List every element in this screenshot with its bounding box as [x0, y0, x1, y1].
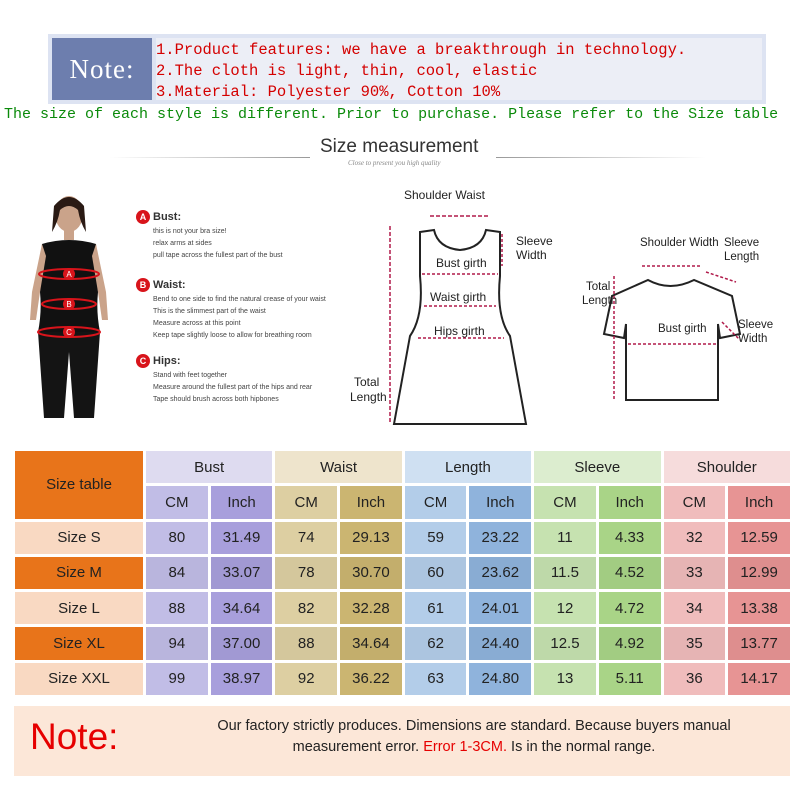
table-cell: 12.5	[534, 627, 596, 659]
tshirt-total-length-label-2: Length	[582, 295, 618, 307]
table-cell: 32	[664, 522, 726, 554]
table-cell: 4.72	[599, 592, 661, 624]
table-cell: 29.13	[340, 522, 402, 554]
tshirt-sleeve-length-label-1: Sleeve	[724, 237, 760, 249]
table-cell: 24.80	[469, 663, 531, 695]
bottom-note-error-range: Error 1-3CM.	[423, 739, 508, 755]
table-cell: 30.70	[340, 557, 402, 589]
table-cell: 12.59	[728, 522, 790, 554]
bottom-note-line-2-post: Is in the normal range.	[511, 739, 656, 755]
size-label-m: Size M	[15, 557, 143, 589]
tshirt-sleeve-width-label-2: Width	[738, 333, 768, 345]
bust-line-1: this is not your bra size!	[153, 228, 227, 235]
bottom-note-line-2-pre: measurement error.	[292, 739, 420, 755]
column-group-waist: Waist	[275, 451, 401, 483]
table-cell: 61	[405, 592, 467, 624]
dress-sleeve-width-label-2: Width	[516, 248, 547, 262]
table-cell: 34.64	[211, 592, 273, 624]
waist-line-1: Bend to one side to find the natural crease of your waist	[153, 296, 326, 303]
bottom-note-label: Note:	[30, 716, 119, 757]
hips-line-2: Measure around the fullest part of the hips and rear	[153, 384, 313, 391]
bottom-note-line-1: Our factory strictly produces. Dimensions are standard. Because buyers manual	[217, 718, 731, 734]
bottom-note-line-2	[174, 737, 774, 758]
table-cell: 78	[275, 557, 337, 589]
tshirt-diagram	[582, 230, 782, 410]
tshirt-sleeve-length-label-2: Length	[724, 251, 760, 263]
header-divider-right	[496, 157, 706, 158]
table-cell: 37.00	[211, 627, 273, 659]
table-row	[15, 592, 790, 624]
table-cell: 82	[275, 592, 337, 624]
top-note-panel	[48, 34, 766, 104]
table-cell: 35	[664, 627, 726, 659]
waist-line-2: This is the slimmest part of the waist	[153, 308, 266, 315]
hips-instructions	[136, 354, 312, 406]
shoulder-cm-header: CM	[664, 486, 726, 518]
size-label-l: Size L	[15, 592, 143, 624]
hips-line-3: Tape should brush across both hipbones	[153, 396, 279, 403]
table-cell: 13.77	[728, 627, 790, 659]
feature-line-1: 1.Product features: we have a breakthrough in technology.	[156, 41, 687, 59]
length-cm-header: CM	[405, 486, 467, 518]
header-divider-left	[110, 157, 310, 158]
hips-line-1: Stand with feet together	[153, 372, 227, 379]
dress-hips-girth-label: Hips girth	[434, 324, 485, 338]
table-cell: 34	[664, 592, 726, 624]
bust-line-2: relax arms at sides	[153, 240, 212, 247]
hips-heading: Hips:	[153, 355, 181, 367]
size-measurement-title: Size measurement	[320, 136, 479, 157]
waist-heading: Waist:	[153, 279, 186, 291]
dress-shoulder-waist-label: Shoulder Waist	[404, 188, 485, 202]
table-cell: 24.40	[469, 627, 531, 659]
svg-text:A: A	[66, 270, 72, 279]
table-row	[15, 557, 790, 589]
table-cell: 59	[405, 522, 467, 554]
tshirt-total-length-label-1: Total	[586, 281, 611, 293]
size-table-group-header-row	[15, 451, 790, 483]
dress-bust-girth-label: Bust girth	[436, 256, 487, 270]
table-cell: 63	[405, 663, 467, 695]
size-warning-text: The size of each style is different. Prior to purchase. Please refer to the Size table	[4, 106, 779, 123]
feature-line-3: 3.Material: Polyester 90%, Cotton 10%	[156, 83, 501, 101]
length-inch-header: Inch	[469, 486, 531, 518]
bust-heading: Bust:	[153, 211, 182, 223]
bust-instructions	[136, 210, 283, 262]
svg-text:C: C	[66, 328, 72, 337]
table-cell: 13	[534, 663, 596, 695]
column-group-length: Length	[405, 451, 531, 483]
column-group-bust: Bust	[146, 451, 272, 483]
bust-cm-header: CM	[146, 486, 208, 518]
model-figure-illustration	[14, 192, 124, 418]
table-cell: 4.52	[599, 557, 661, 589]
waist-cm-header: CM	[275, 486, 337, 518]
dress-sleeve-width-label-1: Sleeve	[516, 234, 553, 248]
sleeve-cm-header: CM	[534, 486, 596, 518]
size-label-s: Size S	[15, 522, 143, 554]
svg-text:B: B	[66, 300, 72, 309]
tshirt-shoulder-width-label: Shoulder Width	[640, 237, 719, 249]
size-measurement-subtitle: Close to present you high quality	[348, 159, 441, 167]
feature-line-2: 2.The cloth is light, thin, cool, elastic	[156, 62, 538, 80]
bust-line-3: pull tape across the fullest part of the bust	[153, 252, 283, 259]
table-cell: 11.5	[534, 557, 596, 589]
sleeve-inch-header: Inch	[599, 486, 661, 518]
bust-inch-header: Inch	[211, 486, 273, 518]
size-table-corner: Size table	[15, 451, 143, 519]
table-cell: 32.28	[340, 592, 402, 624]
table-cell: 36.22	[340, 663, 402, 695]
table-cell: 74	[275, 522, 337, 554]
bottom-note-panel	[14, 706, 790, 776]
table-cell: 4.33	[599, 522, 661, 554]
top-note-label: Note:	[52, 38, 152, 100]
waist-line-3: Measure across at this point	[153, 320, 241, 327]
dress-total-length-label-1: Total	[354, 375, 380, 389]
table-cell: 36	[664, 663, 726, 695]
table-cell: 4.92	[599, 627, 661, 659]
waist-instructions	[136, 278, 326, 342]
dress-diagram	[350, 186, 570, 426]
hips-badge-icon: C	[136, 354, 150, 368]
column-group-sleeve: Sleeve	[534, 451, 660, 483]
table-cell: 12.99	[728, 557, 790, 589]
table-cell: 23.22	[469, 522, 531, 554]
table-row	[15, 522, 790, 554]
table-cell: 88	[275, 627, 337, 659]
dress-total-length-label-2: Length	[350, 390, 387, 404]
top-note-lines	[156, 38, 762, 100]
table-cell: 88	[146, 592, 208, 624]
waist-inch-header: Inch	[340, 486, 402, 518]
table-cell: 94	[146, 627, 208, 659]
table-cell: 33	[664, 557, 726, 589]
table-cell: 11	[534, 522, 596, 554]
table-cell: 14.17	[728, 663, 790, 695]
table-cell: 23.62	[469, 557, 531, 589]
bust-badge-icon: A	[136, 210, 150, 224]
column-group-shoulder: Shoulder	[664, 451, 791, 483]
table-cell: 80	[146, 522, 208, 554]
table-cell: 33.07	[211, 557, 273, 589]
table-cell: 31.49	[211, 522, 273, 554]
table-cell: 60	[405, 557, 467, 589]
waist-line-4: Keep tape slightly loose to allow for breathing room	[153, 332, 312, 339]
size-table	[12, 448, 793, 698]
table-cell: 92	[275, 663, 337, 695]
table-cell: 38.97	[211, 663, 273, 695]
table-cell: 62	[405, 627, 467, 659]
bottom-note-text	[174, 716, 774, 758]
table-cell: 12	[534, 592, 596, 624]
tshirt-sleeve-width-label-1: Sleeve	[738, 319, 774, 331]
table-cell: 84	[146, 557, 208, 589]
table-row	[15, 627, 790, 659]
size-label-xl: Size XL	[15, 627, 143, 659]
size-label-xxl: Size XXL	[15, 663, 143, 695]
dress-waist-girth-label: Waist girth	[430, 290, 487, 304]
table-cell: 5.11	[599, 663, 661, 695]
shoulder-inch-header: Inch	[728, 486, 790, 518]
table-cell: 24.01	[469, 592, 531, 624]
table-cell: 99	[146, 663, 208, 695]
tshirt-bust-girth-label: Bust girth	[658, 323, 707, 335]
table-cell: 34.64	[340, 627, 402, 659]
table-row	[15, 663, 790, 695]
waist-badge-icon: B	[136, 278, 150, 292]
table-cell: 13.38	[728, 592, 790, 624]
